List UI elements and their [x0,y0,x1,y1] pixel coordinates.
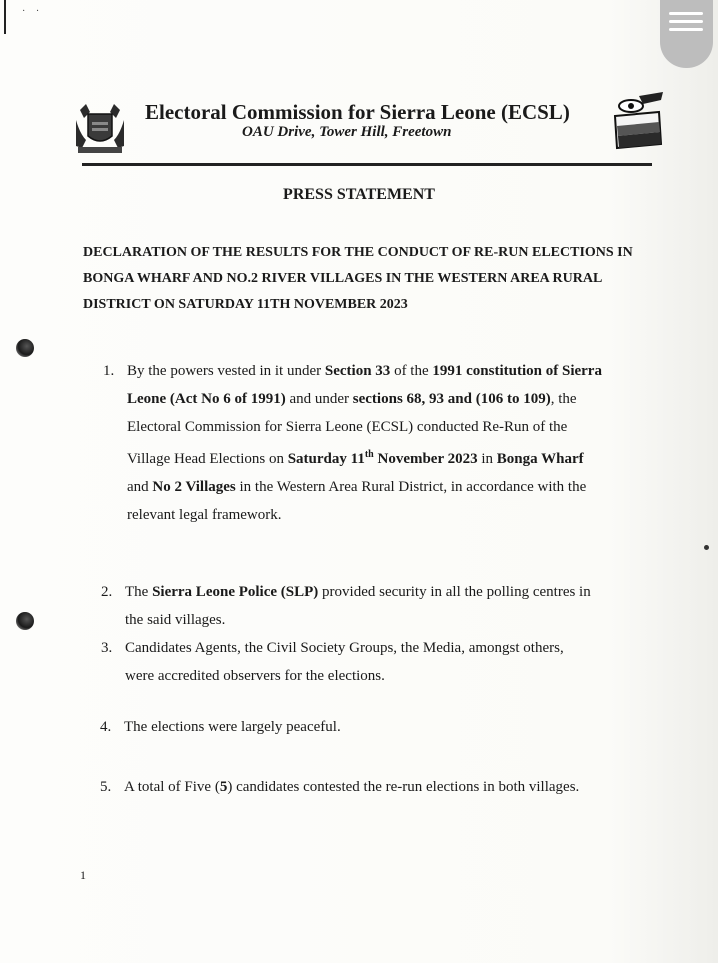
text-span: By the powers vested in it under [127,363,325,379]
text-span: and under [285,391,353,407]
bold-text: Bonga Wharf [496,451,584,467]
item-text-line [124,773,640,801]
text-span: , the [550,391,577,407]
item-text-line [125,606,641,634]
item-number: 3. [101,640,113,656]
scan-specks: · · [22,6,44,17]
press-statement-title: PRESS STATEMENT [283,186,435,203]
item-text [125,578,641,634]
text-span: and [127,479,153,495]
letterhead [72,92,667,162]
bold-text: No 2 Villages [152,479,236,495]
declaration-heading [83,240,653,318]
bold-text: Leone (Act No 6 of 1991) [127,391,286,407]
text-span: provided security in all the polling centres in [318,584,591,600]
item-text-line [127,413,644,441]
text-span: the said villages. [125,612,226,628]
item-number: 2. [101,584,113,600]
item-number: 1. [103,363,115,379]
menu-button[interactable] [660,0,713,68]
item-text-line [124,713,640,741]
ballot-box-logo-icon [609,92,667,150]
item-text-line [127,357,644,385]
text-span: in [477,451,497,467]
bold-text: November 2023 [373,451,478,467]
item-text [127,357,644,529]
header-rule [82,163,652,166]
menu-icon-bar [669,20,703,23]
bold-text: sections 68, 93 and (106 to 109) [352,391,551,407]
item-number: 5. [100,779,112,795]
organization-name: Electoral Commission for Sierra Leone (ECSL) [145,100,570,124]
scan-speck [704,545,709,550]
item-text-line [127,501,644,529]
page-edge-mark [4,0,6,34]
text-span: The elections were largely peaceful. [124,719,341,735]
text-span: in the Western Area Rural District, in accordance with the [235,479,587,495]
bold-text: 5 [219,779,228,795]
bold-text: Section 33 [324,363,391,379]
declaration-text: DECLARATION OF THE RESULTS FOR THE CONDUCT OF RE-RUN ELECTIONS IN BONGA WHARF AND NO.2 RIVER VILLAGES IN THE WESTERN AREA RURAL DISTRICT ON SATURDAY 11TH NOVEMBER 2023 [83,245,633,312]
text-span: Village Head Elections on [127,451,288,467]
punch-hole [16,612,34,630]
item-text-line [125,578,641,606]
item-text-line [125,662,641,690]
organization-address: OAU Drive, Tower Hill, Freetown [242,124,452,140]
text-span: of the [390,363,433,379]
menu-icon-bar [669,12,703,15]
text-span: Electoral Commission for Sierra Leone (ECSL) conducted Re-Run of the [127,419,568,435]
item-text-line [127,441,644,473]
text-span: A total of Five ( [124,779,220,795]
bold-text: Sierra Leone Police (SLP) [152,584,319,600]
item-text [124,713,640,741]
text-span: were accredited observers for the elections. [125,668,385,684]
sierra-leone-coat-of-arms-icon [72,100,128,156]
item-number: 4. [100,719,112,735]
item-text-line [127,385,644,413]
page-number: 1 [80,868,86,882]
text-span: The [125,584,153,600]
menu-icon-bar [669,28,703,31]
text-span: relevant legal framework. [127,507,282,523]
item-text [124,773,640,801]
bold-text: 1991 constitution of Sierra [432,363,602,379]
item-text [125,634,641,690]
text-span: Candidates Agents, the Civil Society Groups, the Media, amongst others, [125,640,564,656]
item-text-line [125,634,641,662]
item-text-line [127,473,644,501]
punch-hole [16,339,34,357]
text-span: ) candidates contested the re-run elections in both villages. [227,779,580,795]
bold-text: Saturday 11 [287,451,365,467]
bold-text: th [364,449,374,460]
